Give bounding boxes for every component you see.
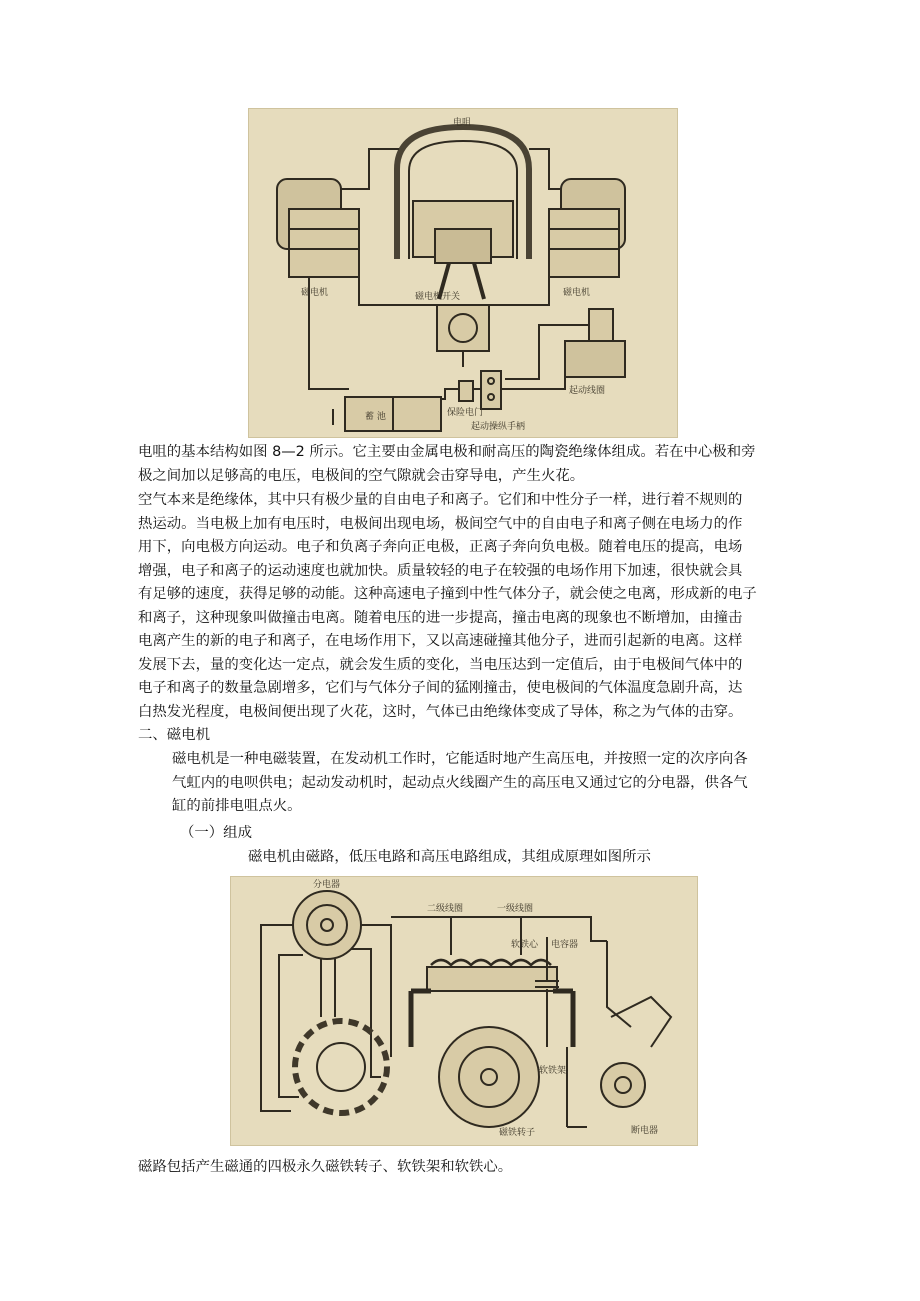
text-line: 电离产生的新的电子和离子，在电场作用下，又以高速碰撞其他分子，进而引起新的电离。这样 xyxy=(138,633,743,649)
fig1-label-right-magneto: 磁电机 xyxy=(563,288,591,298)
fig2-label-distributor: 分电器 xyxy=(313,880,341,890)
magneto-composition-diagram xyxy=(231,877,697,1145)
fig1-label-starter-coil: 起动线圈 xyxy=(569,386,606,396)
paragraph-magneto-intro xyxy=(172,748,748,819)
fig1-label-plug: 电咀 xyxy=(453,118,472,128)
text-line: 电咀的基本结构如图 8—2 所示。它主要由金属电极和耐高压的陶瓷绝缘体组成。若在中心极和旁 xyxy=(138,444,756,460)
figure-magneto-composition xyxy=(230,876,698,1146)
fig1-label-switch: 磁电机开关 xyxy=(415,292,461,302)
text-line: 和离子，这种现象叫做撞击电离。随着电压的进一步提高，撞击电离的现象也不断增加，由撞击 xyxy=(138,609,743,626)
text-line: 有足够的速度，获得足够的动能。这种高速电子撞到中性气体分子，就会使之电离，形成新的电子 xyxy=(138,586,757,602)
section-heading-magneto: 二、磁电机 xyxy=(138,727,210,743)
fig2-label-soft-core: 软铁心 xyxy=(511,940,539,950)
ignition-system-diagram xyxy=(249,109,677,437)
text-line: 缸的前排电咀点火。 xyxy=(172,798,302,814)
fig1-label-left-magneto: 磁电机 xyxy=(301,288,329,298)
fig2-label-secondary-coil: 二级线圈 xyxy=(427,904,464,914)
subheading-composition: （一）组成 xyxy=(180,825,252,841)
fig1-label-safety-switch: 保险电门 xyxy=(447,408,484,418)
text-line: 用下，向电极方向运动。电子和负离子奔向正电极，正离子奔向负电极。随着电压的提高，电场 xyxy=(138,539,743,555)
fig2-label-primary-coil: 一级线圈 xyxy=(497,904,534,914)
fig1-label-battery: 蓄 池 xyxy=(365,412,386,422)
paragraph-magnetic-circuit: 磁路包括产生磁通的四极永久磁铁转子、软铁架和软铁心。 xyxy=(138,1159,513,1175)
text-line: 增强，电子和离子的运动速度也就加快。质量较轻的电子在较强的电场作用下加速，很快就会具 xyxy=(138,562,743,579)
paragraph-spark-plug-structure xyxy=(138,441,755,488)
text-line: 空气本来是绝缘体，其中只有极少量的自由电子和离子。它们和中性分子一样，进行着不规则的 xyxy=(138,492,743,508)
text-line: 电子和离子的数量急剧增多，它们与气体分子间的猛刚撞击，使电极间的气体温度急剧升高，达 xyxy=(138,680,743,696)
paragraph-air-breakdown xyxy=(138,489,757,724)
text-line: 极之间加以足够高的电压，电极间的空气隙就会击穿导电，产生火花。 xyxy=(138,467,585,484)
paragraph-composition-intro: 磁电机由磁路，低压电路和高压电路组成，其组成原理如图所示 xyxy=(248,849,651,865)
text-line: 发展下去，量的变化达一定点，就会发生质的变化，当电压达到一定值后，由于电极间气体中的 xyxy=(138,656,743,673)
figure-ignition-system xyxy=(248,108,678,438)
fig2-label-rotor: 磁铁转子 xyxy=(499,1128,536,1138)
text-line: 热运动。当电极上加有电压时，电极间出现电场，极间空气中的自由电子和离子侧在电场力的作 xyxy=(138,515,743,532)
fig2-label-soft-frame: 软铁架 xyxy=(539,1066,567,1076)
text-line: 气虹内的电呗供电；起动发动机时，起动点火线圈产生的高压电又通过它的分电器，供各气 xyxy=(172,774,748,791)
fig2-label-capacitor: 电容器 xyxy=(551,940,579,950)
text-line: 白热发光程度，电极间便出现了火花，这时，气体已由绝缘体变成了导体，称之为气体的击穿。 xyxy=(138,703,743,720)
text-line: 磁电机是一种电磁装置，在发动机工作时，它能适时地产生高压电，并按照一定的次序向各 xyxy=(172,751,748,767)
fig2-label-breaker: 断电器 xyxy=(631,1126,659,1136)
fig1-label-starter-handle: 起动操纵手柄 xyxy=(471,422,526,432)
